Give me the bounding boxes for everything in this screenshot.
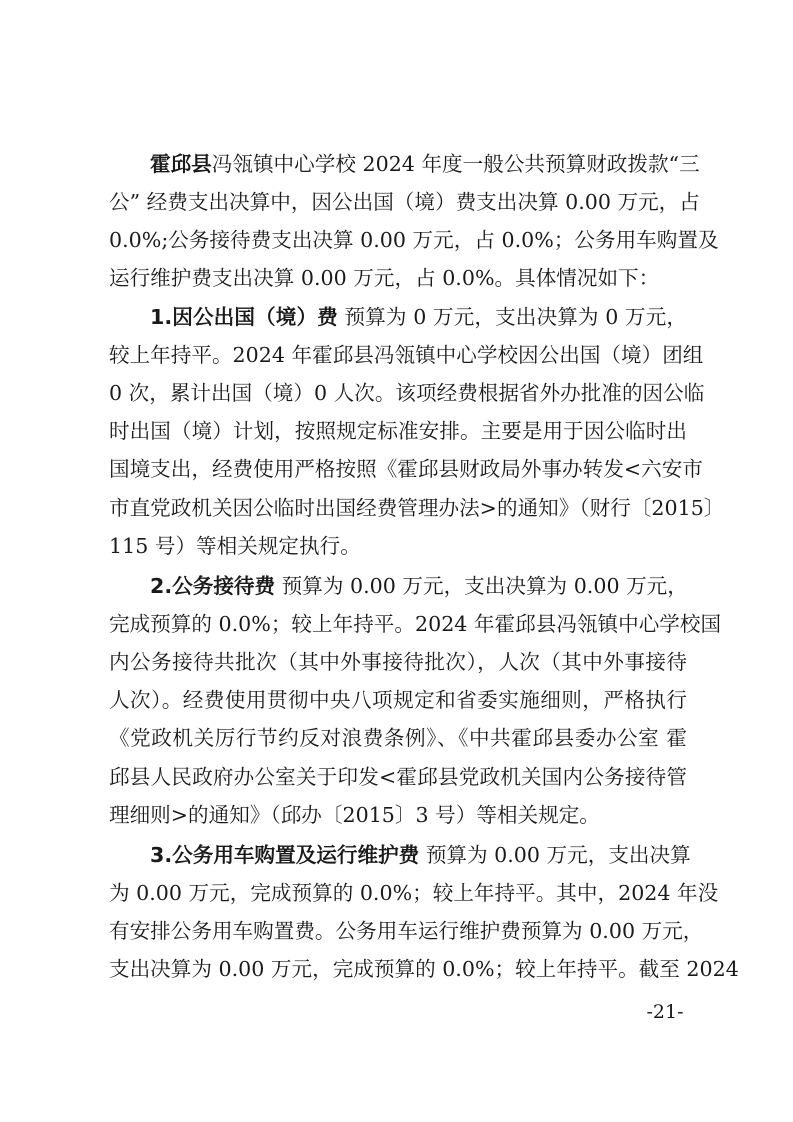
paragraph-2-line-2: 较上年持平。2024 年霍邱县冯瓴镇中心学校因公出国（境）团组 <box>109 343 704 367</box>
section-heading-vehicle: 3.公务用车购置及运行维护费 <box>150 843 420 867</box>
paragraph-3-line-2: 完成预算的 0.0%；较上年持平。2024 年霍邱县冯瓴镇中心学校国 <box>109 612 722 636</box>
paragraph-4-line-4: 支出决算为 0.00 万元，完成预算的 0.0%；较上年持平。截至 2024 <box>109 957 739 981</box>
paragraph-4-line-3: 有安排公务用车购置费。公务用车运行维护费预算为 0.00 万元， <box>109 919 704 943</box>
paragraph-3-line-5: 《党政机关厉行节约反对浪费条例》、《中共霍邱县委办公室 霍 <box>109 726 687 750</box>
paragraph-3-line-1: 2.公务接待费 预算为 0.00 万元，支出决算为 0.00 万元， <box>150 574 688 598</box>
paragraph-4-line-2: 为 0.00 万元，完成预算的 0.0%；较上年持平。其中，2024 年没 <box>109 881 719 905</box>
paragraph-4-line-1: 3.公务用车购置及运行维护费 预算为 0.00 万元，支出决算 <box>150 843 691 867</box>
paragraph-3-line-3: 内公务接待共批次（其中外事接待批次），人次（其中外事接待 <box>109 650 687 674</box>
paragraph-2-line-5: 国境支出，经费使用严格按照《霍邱县财政局外事办转发<六安市 <box>109 457 703 481</box>
paragraph-3-line-7: 理细则>的通知》（邱办〔2015〕3 号）等相关规定。 <box>109 803 600 827</box>
paragraph-1-lead: 霍邱县 <box>150 152 212 176</box>
section-heading-reception: 2.公务接待费 <box>150 574 276 598</box>
paragraph-2-line-6: 市直党政机关因公临时出国经费管理办法>的通知》（财行〔2015〕 <box>109 496 725 520</box>
paragraph-3-line-6: 邱县人民政府办公室关于印发<霍邱县党政机关国内公务接待管 <box>109 765 687 789</box>
paragraph-1-line-1: 霍邱县冯瓴镇中心学校 2024 年度一般公共预算财政拨款“三 <box>150 152 700 176</box>
section-heading-travel: 1.因公出国（境）费 <box>150 305 338 329</box>
paragraph-2-line-7: 115 号）等相关规定执行。 <box>109 534 361 558</box>
paragraph-2-line-1: 1.因公出国（境）费 预算为 0 万元，支出决算为 0 万元， <box>150 305 688 329</box>
paragraph-3-line-4: 人次）。经费使用贯彻中央八项规定和省委实施细则，严格执行 <box>109 688 687 712</box>
paragraph-2-line-3: 0 次，累计出国（境）0 人次。该项经费根据省外办批准的因公临 <box>109 381 705 405</box>
page-number: -21- <box>646 1001 684 1023</box>
paragraph-1-line-2: 公” 经费支出决算中，因公出国（境）费支出决算 0.00 万元，占 <box>109 190 700 214</box>
paragraph-1-line-4: 运行维护费支出决算 0.00 万元，占 0.0%。具体情况如下： <box>109 266 660 290</box>
paragraph-1-line-3: 0.0%;公务接待费支出决算 0.00 万元，占 0.0%；公务用车购置及 <box>109 228 719 252</box>
paragraph-2-line-4: 时出国（境）计划，按照规定标准安排。主要是用于因公临时出 <box>109 419 687 443</box>
